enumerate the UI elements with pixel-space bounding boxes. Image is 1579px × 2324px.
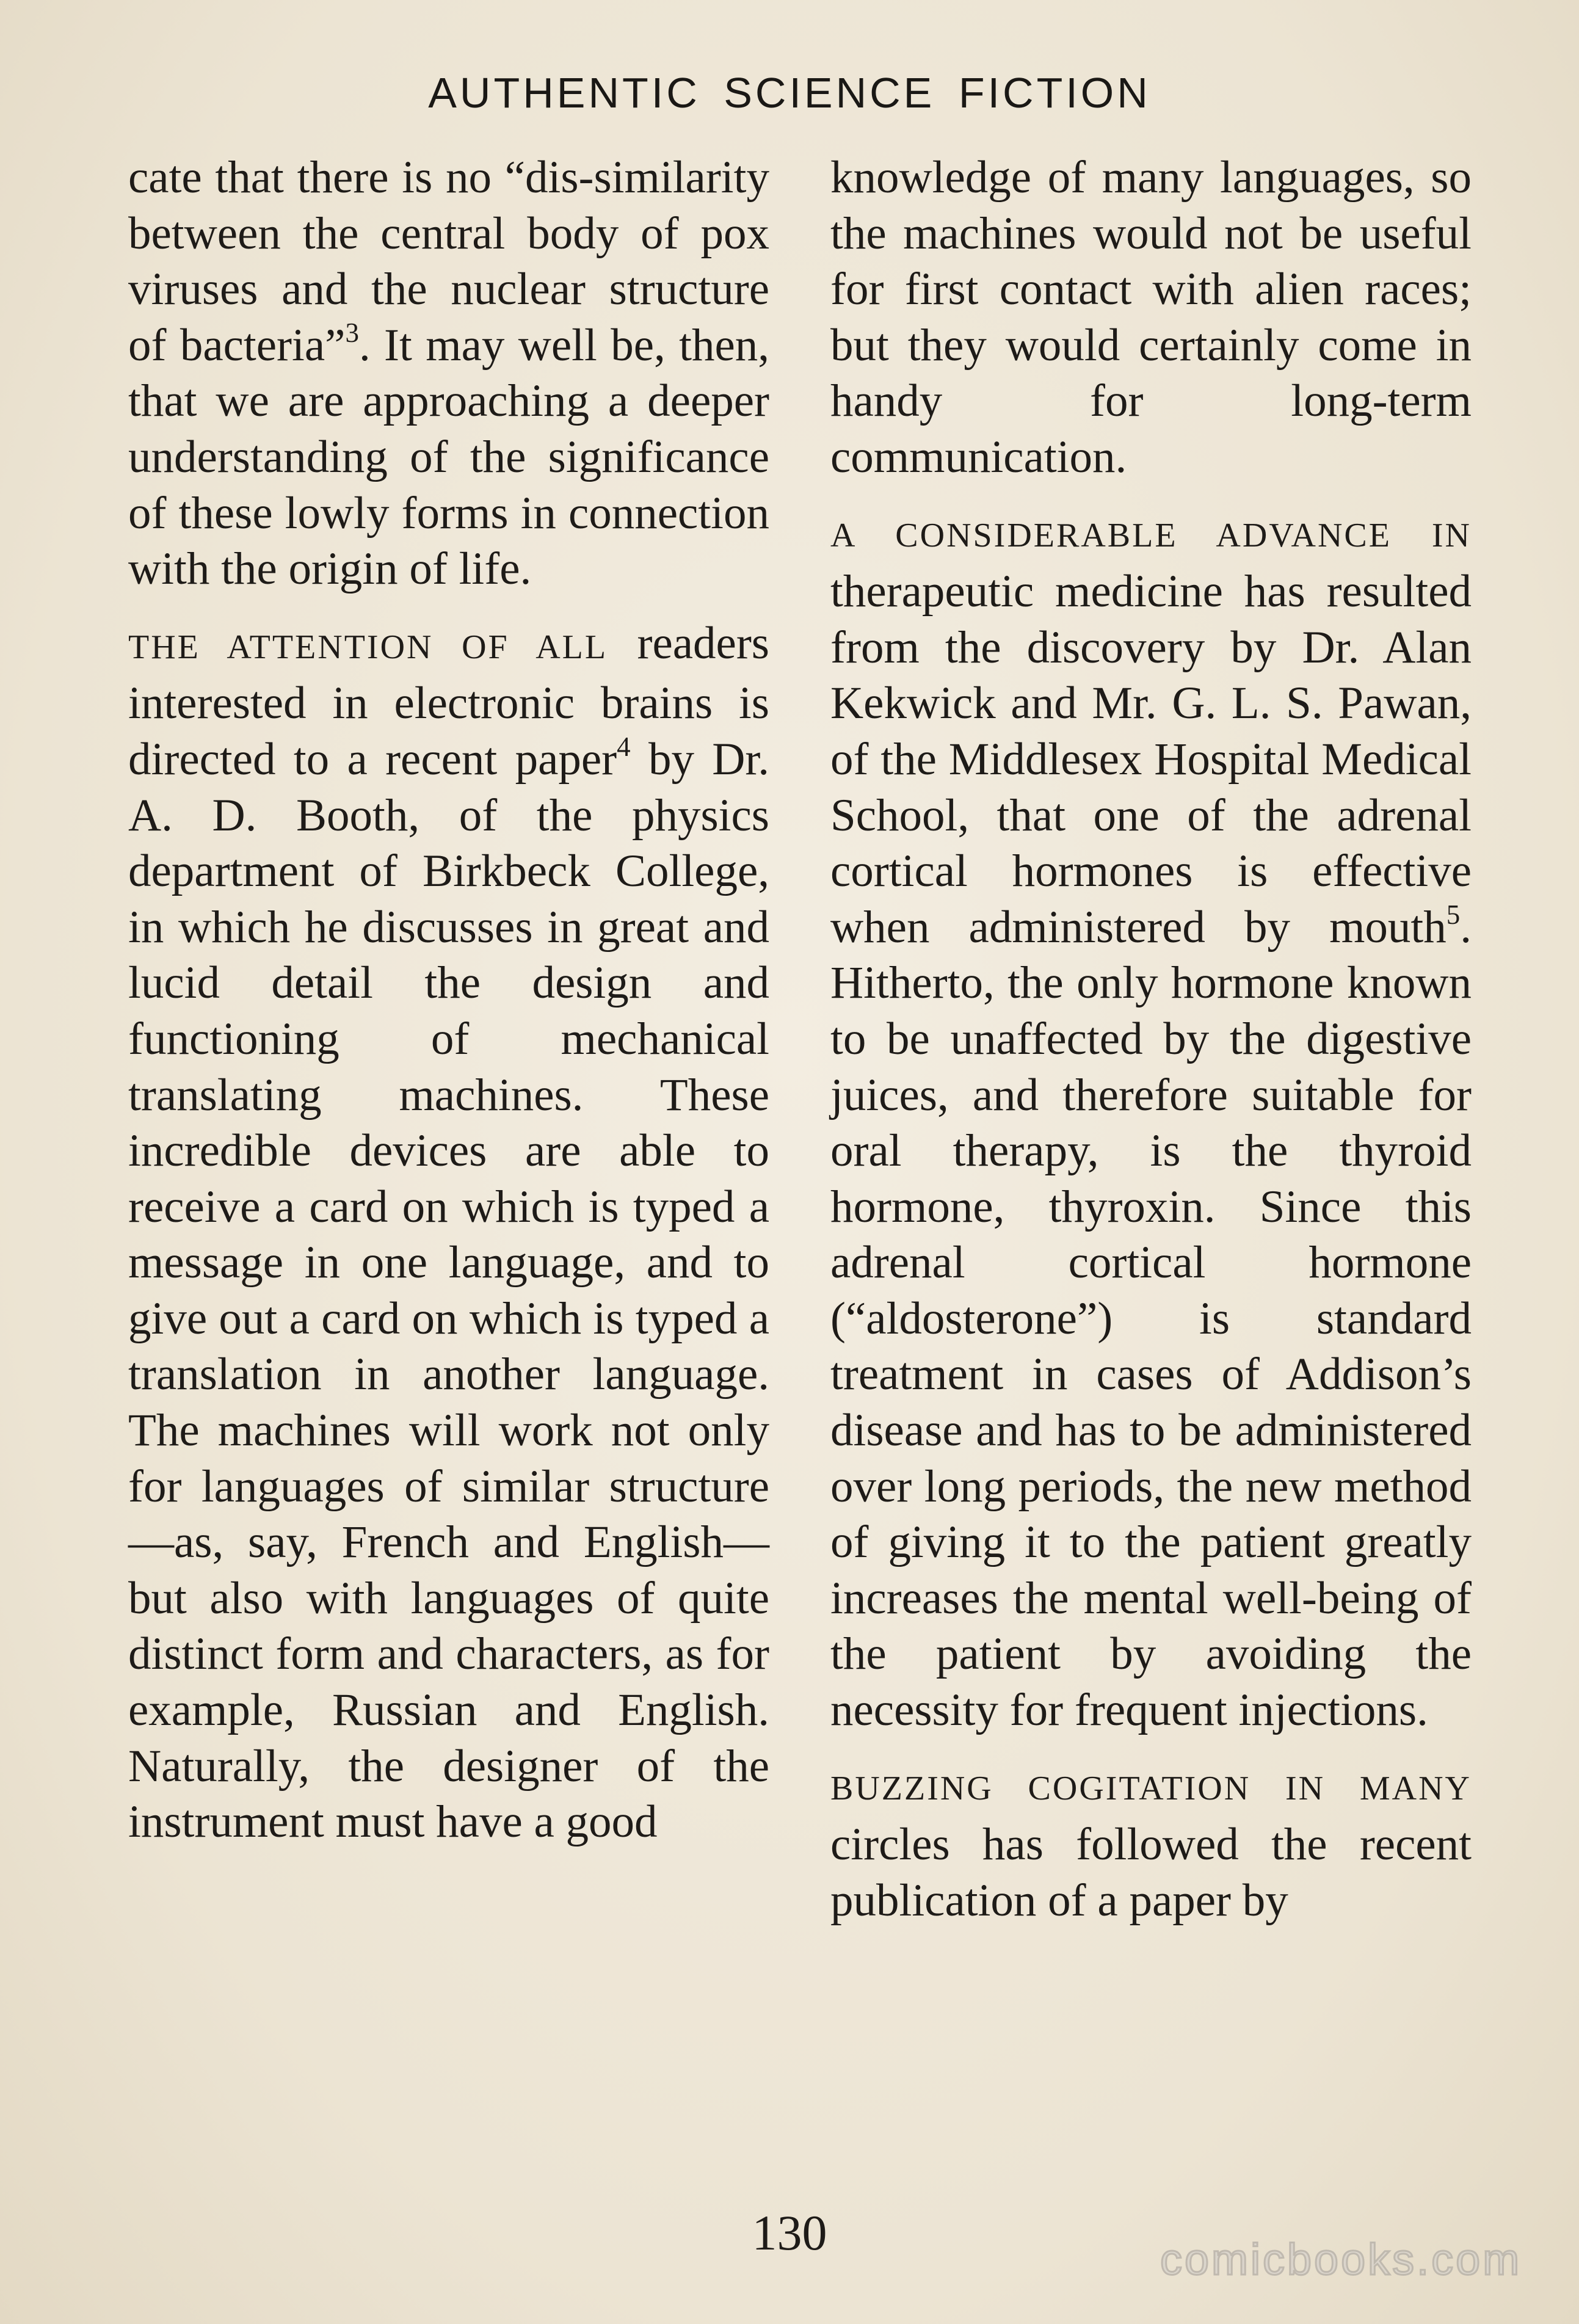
- paragraph-lead-in: A CONSIDERABLE ADVANCE IN: [830, 516, 1472, 554]
- footnote-ref-3: 3: [345, 317, 359, 348]
- running-header: AUTHENTIC SCIENCE FICTION: [428, 69, 1151, 117]
- paragraph-lead-in: THE ATTENTION OF ALL: [128, 628, 608, 666]
- paragraph-lead-in: BUZZING COGITATION IN MANY: [830, 1769, 1472, 1807]
- site-watermark: comicbooks.com: [1160, 2235, 1522, 2284]
- footnote-ref-5: 5: [1446, 899, 1461, 930]
- page-number: 130: [752, 2205, 827, 2260]
- paragraph-buzzing-cogitation: BUZZING COGITATION IN MANY circles has followed the recent publication of a paper by: [830, 1769, 1472, 1926]
- paragraph-pox-viruses: cate that there is no “dis-similarity between the central body of pox viruses and the nuclear structure of bacteria”$^3$. It may well be, then, that we are approaching a deeper understanding of the significance of these lowly forms in connection with the origin of life.: [128, 152, 769, 595]
- left-column: [128, 150, 769, 1850]
- paragraph-alien-races: knowledge of many languages, so the machines would not be useful for first contact with alien races; but they would certainly come in handy for long-term communication.: [830, 152, 1472, 482]
- footnote-ref-4: 4: [617, 731, 631, 762]
- paragraph-translating-machines: THE ATTENTION OF ALL readers interested in electronic brains is directed to a recent paper$^4$ by Dr. A. D. Booth, of the physics department of Birkbeck College, in which he discusses in great and lucid detail the design and functioning of mechanical translating machines. These incredible devices are able to receive a card on which is typed a message in one language, and to give out a card on which is typed a translation in another language. The machines will work not only for languages of similar structure—as, say, French and English—but also with languages of quite distinct form and characters, as for example, Russian and English. Naturally, the designer of the instrument must have a good: [128, 617, 769, 1848]
- paragraph-adrenal-hormones: A CONSIDERABLE ADVANCE IN therapeutic medicine has resulted from the discovery by Dr. Alan Kekwick and Mr. G. L. S. Pawan, of the Middlesex Hospital Medical School, that one of the adrenal cortical hormones is effective when administered by mouth$^5$. Hitherto, the only hormone known to be unaffected by the digestive juices, and therefore suitable for oral therapy, is the thyroid hormone, thyroxin. Since this adrenal cortical hormone (“aldosterone”) is standard treatment in cases of Addison’s disease and has to be administered over long periods, the new method of giving it to the patient greatly increases the mental well-being of the patient by avoiding the necessity for frequent injections.: [830, 516, 1472, 1736]
- right-column: [830, 150, 1472, 1928]
